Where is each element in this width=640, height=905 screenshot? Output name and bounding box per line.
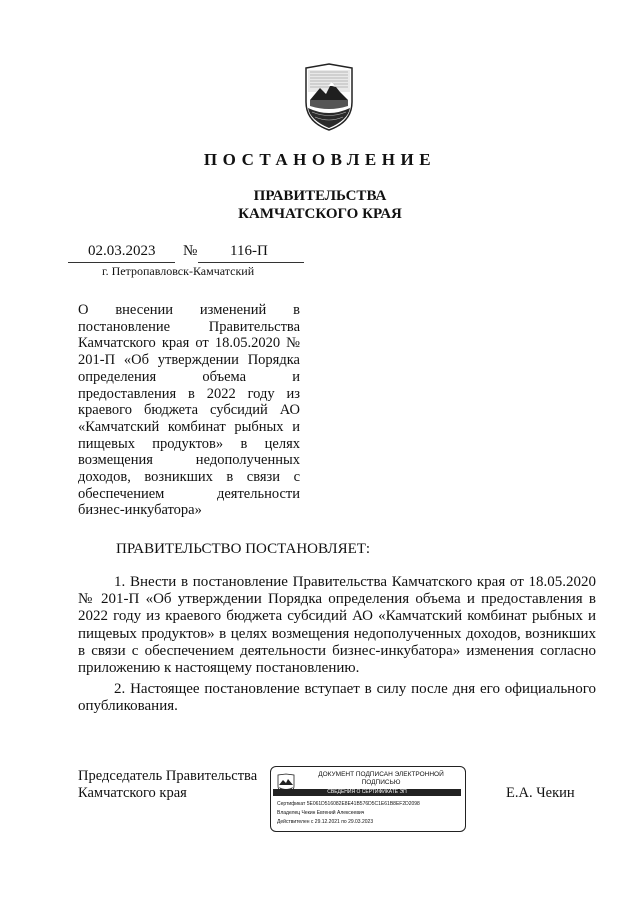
stamp-title: ДОКУМЕНТ ПОДПИСАН ЭЛЕКТРОННОЙ ПОДПИСЬЮ <box>318 771 444 786</box>
stamp-validity: Действителен с 29.12.2021 по 29.03.2023 <box>277 819 374 825</box>
document-number: 116-П <box>230 243 268 259</box>
number-sign: № <box>183 243 198 259</box>
document-subject: О внесении изменений в постановление Правительства Камчатского края от 18.05.2020 № 201-П «Об утверждении Порядка определения объема и предоставления в 2022 году из краевого бюджета субсидий АО «Камчатский комбинат рыбных и пищевых продуктов» в целях возмещения недополученных доходов, возникших в связи с обеспечением деятельности бизнес-инкубатора» <box>78 302 300 519</box>
paragraph-2: 2. Настоящее постановление вступает в силу после дня его официального опубликования. <box>78 681 596 715</box>
date-underline <box>68 262 175 263</box>
organization-line-2: КАМЧАТСКОГО КРАЯ <box>238 206 402 222</box>
stamp-owner: Владелец Чекин Евгений Алексеевич <box>277 810 365 816</box>
document-type-title: ПОСТАНОВЛЕНИЕ <box>203 150 437 169</box>
signer-role-line-1: Председатель Правительства <box>78 768 258 784</box>
document-date: 02.03.2023 <box>88 243 156 259</box>
kamchatka-emblem-icon <box>302 62 356 132</box>
number-underline <box>198 262 304 263</box>
signer-name: Е.А. Чекин <box>506 785 575 801</box>
electronic-signature-stamp <box>270 766 466 832</box>
stamp-certificate-header: СВЕДЕНИЯ О СЕРТИФИКАТЕ ЭП <box>273 789 461 796</box>
organization-line-1: ПРАВИТЕЛЬСТВА <box>253 188 387 204</box>
stamp-certificate: Сертификат 5E061D516082E8E41B576D5C1E61B8EF2D2098 <box>277 801 420 807</box>
decree-line: ПРАВИТЕЛЬСТВО ПОСТАНОВЛЯЕТ: <box>116 541 371 557</box>
document-city: г. Петропавловск-Камчатский <box>102 264 255 278</box>
paragraph-1: 1. Внести в постановление Правительства Камчатского края от 18.05.2020 № 201-П «Об утверждении Порядка определения объема и предоставления в 2022 году из краевого бюджета субсидий АО «Камчатский комбинат рыбных и пищевых продуктов» в целях возмещения недополученных доходов, возникших в связи с обеспечением деятельности бизнес-инкубатора» изменения согласно приложению к настоящему постановлению. <box>78 574 596 677</box>
signer-role-line-2: Камчатского края <box>78 785 187 801</box>
